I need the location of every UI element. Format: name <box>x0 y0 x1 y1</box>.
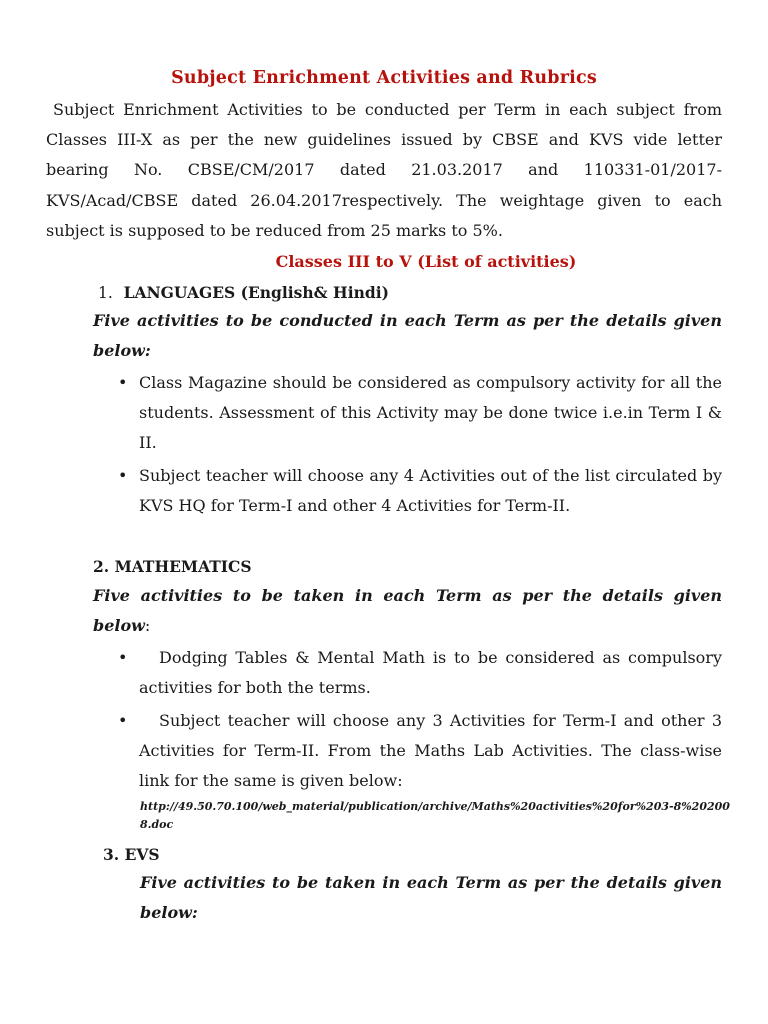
list-item-text: Subject teacher will choose any 3 Activities for Term-I and other 3 Activities for Term-II. From the Maths Lab Activities. The class-wise link for the same is given below: <box>139 711 722 791</box>
instruction-colon: : <box>144 616 151 636</box>
section-evs-instruction: Five activities to be taken in each Term as per the details given below: <box>140 873 722 923</box>
list-item-text: Subject teacher will choose any 4 Activities out of the list circulated by KVS HQ for Term-I and other 4 Activities for Term-II. <box>139 466 722 516</box>
bullet-icon: • <box>118 466 128 485</box>
section-number: 1. <box>98 284 113 302</box>
section-title: EVS <box>124 845 160 864</box>
document-title: Subject Enrichment Activities and Rubrics <box>171 68 597 88</box>
intro-paragraph: Subject Enrichment Activities to be conducted per Term in each subject from Classes III-X as per the new guidelines issued by CBSE and KVS vide letter bearing No. CBSE/CM/2017 dated 21.03.2017 and 110331-01/2017-KVS/Acad/CBSE dated 26.04.2017respectively. The weightage given to each subject is supposed to be reduced from 25 marks to 5%. <box>46 100 722 240</box>
bullet-icon: • <box>118 648 128 667</box>
section-mathematics-instruction <box>93 581 722 641</box>
bullet-icon: • <box>118 373 128 392</box>
section-evs-heading <box>103 845 160 864</box>
section-title: MATHEMATICS <box>114 557 252 576</box>
section-mathematics-heading <box>93 557 252 576</box>
section-number: 3. <box>103 845 120 864</box>
maths-activities-link[interactable]: http://49.50.70.100/web_material/publication/archive/Maths%20activities%20for%203-8%202008.doc <box>140 800 730 831</box>
list-item-text: Dodging Tables & Mental Math is to be considered as compulsory activities for both the terms. <box>139 648 722 698</box>
classes-subheading: Classes III to V (List of activities) <box>275 252 577 271</box>
instruction-text: Five activities to be taken in each Term as per the details given below <box>93 586 722 636</box>
bullet-icon: • <box>118 711 128 730</box>
section-number: 2. <box>93 557 110 576</box>
section-languages-instruction: Five activities to be conducted in each Term as per the details given below: <box>93 311 722 361</box>
section-title: LANGUAGES (English& Hindi) <box>123 283 389 302</box>
list-item-text: Class Magazine should be considered as compulsory activity for all the students. Assessment of this Activity may be done twice i.e.in Term I & II. <box>139 373 722 453</box>
section-languages-heading <box>98 283 389 302</box>
